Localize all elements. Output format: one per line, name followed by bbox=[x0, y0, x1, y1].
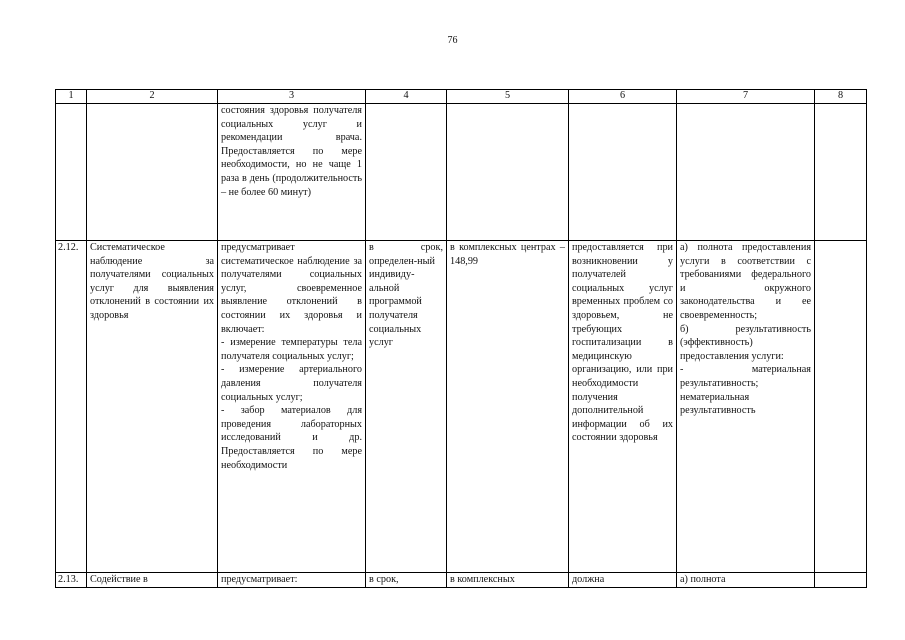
table-row-continuation bbox=[56, 104, 867, 241]
cell-term: в срок, определен-ный индивиду-альной программой получателя социальных услуг bbox=[366, 241, 447, 573]
cell-term: в срок, bbox=[366, 573, 447, 588]
cell-service-name bbox=[87, 104, 218, 241]
cell-tariff bbox=[447, 104, 569, 241]
table-row-2-13 bbox=[56, 573, 867, 588]
column-header: 7 bbox=[677, 90, 815, 104]
cell-quality-indicators bbox=[677, 104, 815, 241]
cell-quality-indicators: а) полнота предоставления услуги в соответствии с требованиями федерального и окружного законодательства и ее своевременность; б) результативность (эффективность) предоставления услуги: - материальная результативность; нематериальная результативность bbox=[677, 241, 815, 573]
column-header: 5 bbox=[447, 90, 569, 104]
cell-conditions: должна bbox=[569, 573, 677, 588]
cell-service-name: Содействие в bbox=[87, 573, 218, 588]
cell-tariff: в комплексных центрах – 148,99 bbox=[447, 241, 569, 573]
services-table bbox=[55, 89, 867, 588]
cell-number: 2.13. bbox=[56, 573, 87, 588]
cell-conditions bbox=[569, 104, 677, 241]
cell-number bbox=[56, 104, 87, 241]
cell-quality-indicators: а) полнота bbox=[677, 573, 815, 588]
column-header: 3 bbox=[218, 90, 366, 104]
column-header: 8 bbox=[815, 90, 867, 104]
cell-tariff: в комплексных bbox=[447, 573, 569, 588]
table-row-2-12 bbox=[56, 241, 867, 573]
cell-col8 bbox=[815, 241, 867, 573]
column-header: 4 bbox=[366, 90, 447, 104]
column-header: 6 bbox=[569, 90, 677, 104]
cell-service-description: состояния здоровья получателя социальных услуг и рекомендации врача. Предоставляется по мере необходимости, но не чаще 1 раза в день (продолжительность – не более 60 минут) bbox=[218, 104, 366, 241]
cell-col8 bbox=[815, 104, 867, 241]
cell-conditions: предоставляется при возникновении у получателей социальных услуг временных проблем со здоровьем, не требующих госпитализации в медицинскую организацию, или при необходимости получения дополнительной информации об их состоянии здоровья bbox=[569, 241, 677, 573]
cell-number: 2.12. bbox=[56, 241, 87, 573]
table-header-row bbox=[56, 90, 867, 104]
cell-service-description: предусматривает систематическое наблюдение за получателями социальных услуг, своевременное выявление отклонений в состоянии их здоровья и включает: - измерение температуры тела получателя социальных услуг; - измерение артериального давления получателя социальных услуг; - забор материалов для проведения лабораторных исследований и др. Предоставляется по мере необходимости bbox=[218, 241, 366, 573]
cell-service-name: Систематическое наблюдение за получателями социальных услуг для выявления отклонений в состоянии их здоровья bbox=[87, 241, 218, 573]
cell-service-description: предусматривает: bbox=[218, 573, 366, 588]
page-number: 76 bbox=[447, 35, 458, 46]
cell-term bbox=[366, 104, 447, 241]
cell-col8 bbox=[815, 573, 867, 588]
column-header: 1 bbox=[56, 90, 87, 104]
column-header: 2 bbox=[87, 90, 218, 104]
